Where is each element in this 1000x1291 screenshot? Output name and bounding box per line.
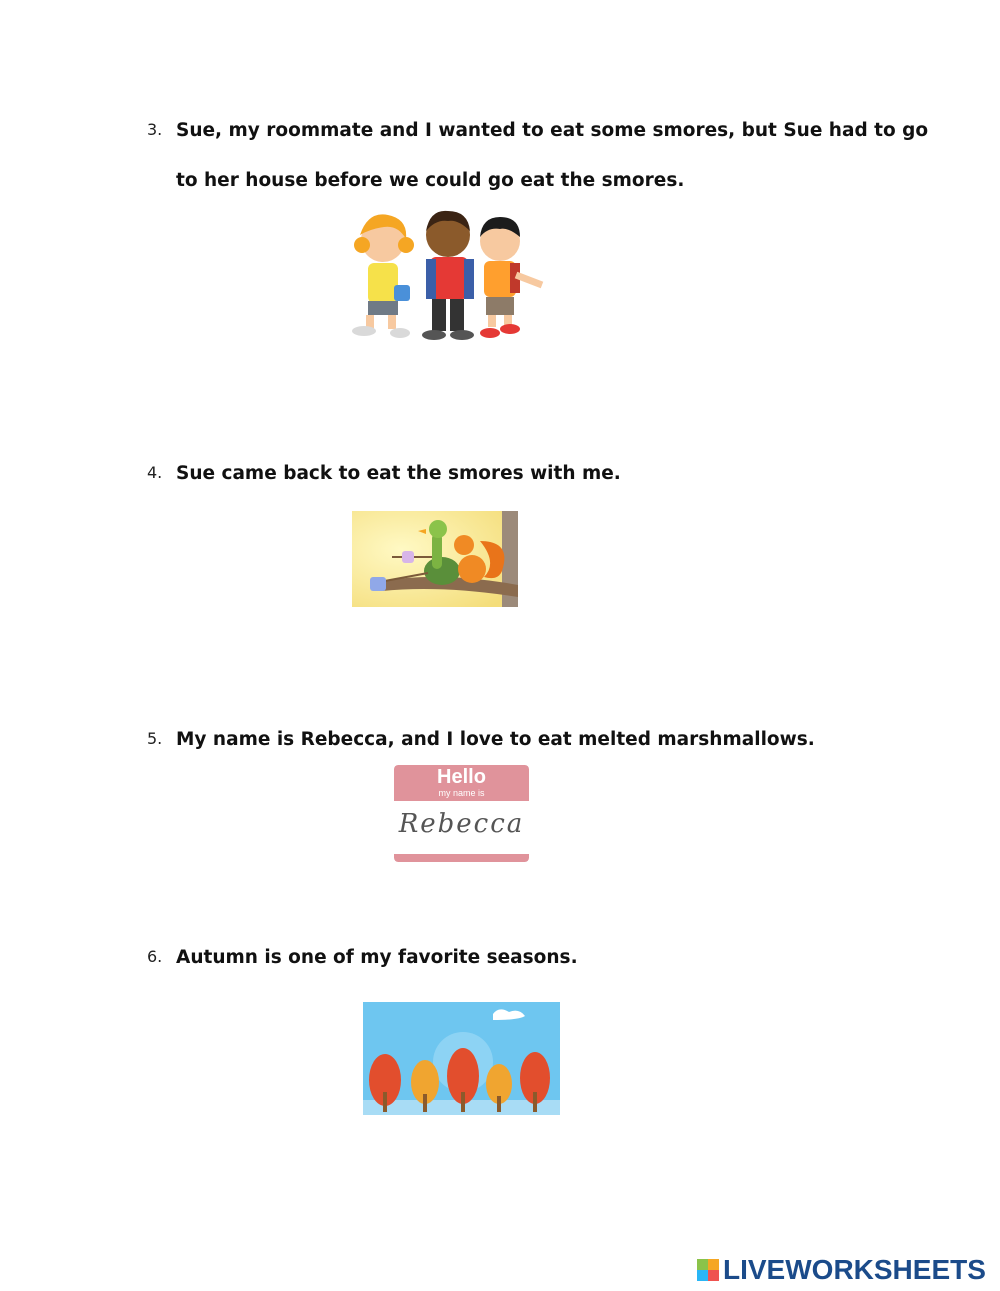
question-number: 4. bbox=[147, 463, 163, 482]
logo-mark-icon bbox=[697, 1259, 719, 1281]
question-text-line-1: Sue came back to eat the smores with me. bbox=[176, 463, 621, 484]
name-tag-name: Rebecca bbox=[398, 809, 525, 839]
question-text-line-1: Sue, my roommate and I wanted to eat some smores, but Sue had to go bbox=[176, 120, 929, 141]
name-tag-image bbox=[394, 765, 529, 862]
name-tag-footer bbox=[394, 854, 529, 862]
logo-text: LIVEWORKSHEETS bbox=[723, 1254, 986, 1285]
autumn-trees-image bbox=[363, 1002, 560, 1115]
name-tag-hello: Hello bbox=[437, 766, 486, 788]
question-text-line-2: to her house before we could go eat the smores. bbox=[176, 170, 685, 191]
question-number: 3. bbox=[147, 120, 163, 139]
question-text-line-1: Autumn is one of my favorite seasons. bbox=[176, 947, 578, 968]
liveworksheets-logo bbox=[697, 1255, 986, 1285]
question-number: 5. bbox=[147, 729, 163, 748]
question-text-line-1: My name is Rebecca, and I love to eat melted marshmallows. bbox=[176, 729, 815, 750]
kids-walking-image bbox=[348, 205, 548, 345]
duck-squirrel-smores-image bbox=[352, 511, 518, 607]
name-tag-my-name-is: my name is bbox=[438, 788, 485, 798]
question-number: 6. bbox=[147, 947, 163, 966]
